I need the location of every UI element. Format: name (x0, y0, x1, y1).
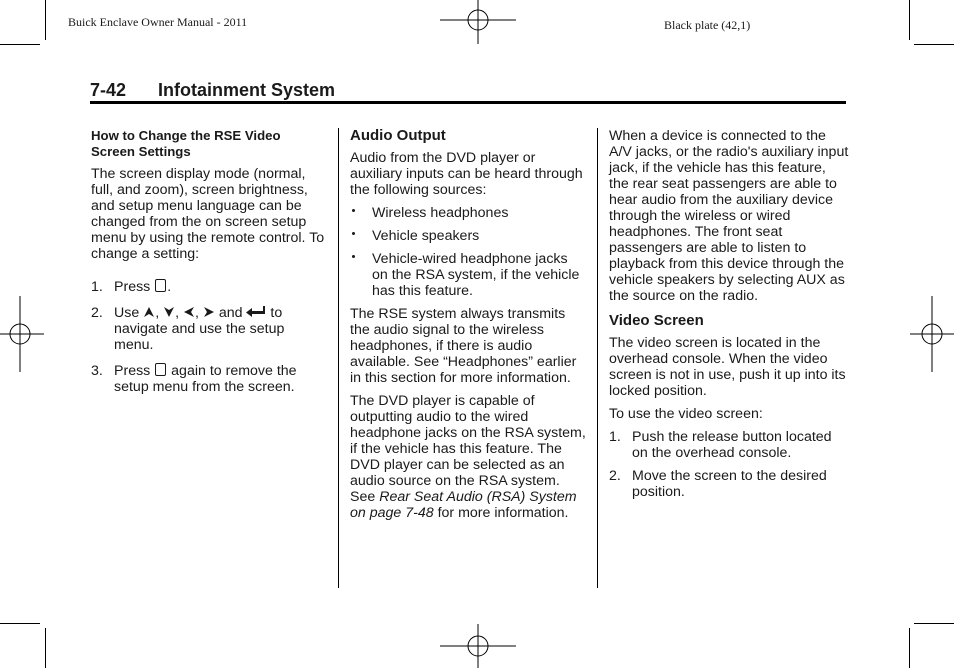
registration-mark-right (910, 296, 954, 372)
arrow-up-icon (143, 306, 155, 318)
crop-mark (914, 623, 954, 624)
step-number: 1. (609, 429, 621, 445)
paragraph: Audio from the DVD player or auxiliary inputs can be heard through the following sources: (350, 150, 583, 198)
crop-mark (914, 44, 954, 45)
registration-mark-left (0, 296, 44, 372)
step-item (91, 279, 327, 295)
arrow-down-icon (163, 306, 175, 318)
step-text: Press again to remove the setup menu from the screen. (114, 363, 297, 395)
paragraph: The video screen is located in the overhead console. When the video screen is not in use, push it up into its locked position. (609, 335, 846, 399)
list-item: Vehicle speakers (350, 228, 586, 244)
step-item (609, 429, 849, 461)
heading-rule (90, 101, 846, 104)
section-heading: Video Screen (609, 312, 704, 329)
crop-mark (909, 628, 910, 668)
section-title: Infotainment System (158, 80, 336, 100)
registration-mark-bottom (440, 624, 516, 668)
step-item (91, 363, 327, 395)
step-text: Use , , , and to navigate and use the setup menu. (114, 305, 285, 353)
manual-title: Buick Enclave Owner Manual - 2011 (68, 15, 248, 29)
step-number: 3. (91, 363, 103, 379)
paragraph: The DVD player is capable of outputting audio to the wired headphone jacks on the RSA system, if the vehicle has this feature. The DVD player can be selected as an audio source on the RSA system. See Rear Seat Audio (RSA) System on page 7‑48 for more information. (350, 393, 586, 521)
step-item (91, 305, 327, 353)
section-heading: Audio Output (350, 127, 446, 144)
crop-mark (45, 628, 46, 668)
step-text: Move the screen to the desired position. (632, 468, 827, 500)
plate-label: Black plate (42,1) (664, 18, 751, 32)
crop-mark (909, 0, 910, 40)
section-subheading: How to Change the RSE Video Screen Settings (91, 128, 281, 159)
column-divider (597, 128, 598, 588)
column-1 (91, 128, 327, 402)
paragraph: When a device is connected to the A/V jacks, or the radio's auxiliary input jack, if the vehicle has this feature, the rear seat passengers are able to hear audio from the auxiliary device through the wireless or wired headphones. The front seat passengers are able to listen to playback from this device through the vehicle speakers by selecting AUX as the source on the radio. (609, 128, 849, 304)
step-number: 1. (91, 279, 103, 295)
bullet-icon (350, 251, 372, 299)
arrow-left-icon (183, 306, 195, 318)
bullet-icon (350, 228, 372, 244)
arrow-right-icon (203, 306, 215, 318)
step-text: Push the release button located on the overhead console. (632, 429, 832, 461)
enter-icon (246, 306, 266, 318)
step-number: 2. (91, 305, 103, 321)
crop-mark (0, 623, 40, 624)
paragraph: To use the video screen: (609, 406, 763, 422)
column-2 (350, 128, 586, 528)
list-item: Wireless headphones (350, 205, 586, 221)
crop-mark (45, 0, 46, 40)
bullet-icon (350, 205, 372, 221)
step-text: Press . (114, 279, 172, 295)
paragraph: The RSE system always transmits the audio signal to the wireless headphones, if there is audio available. See “Headphones” earlier in this section for more information. (350, 306, 577, 386)
paragraph: The screen display mode (normal, full, and zoom), screen brightness, and setup menu language can be changed from the on screen setup menu by using the remote control. To change a setting: (91, 166, 325, 262)
page-number: 7-42 (90, 80, 127, 100)
step-number: 2. (609, 468, 621, 484)
column-3 (609, 128, 849, 507)
menu-button-icon (155, 363, 166, 376)
page-heading (90, 80, 335, 101)
cross-reference-link[interactable]: Rear Seat Audio (RSA) System on page 7‑48 (350, 489, 577, 521)
crop-mark (0, 44, 40, 45)
menu-button-icon (155, 279, 166, 292)
registration-mark-top (440, 0, 516, 44)
step-item (609, 468, 849, 500)
column-divider (338, 128, 339, 588)
list-item: Vehicle-wired headphone jacks on the RSA system, if the vehicle has this feature. (350, 251, 586, 299)
